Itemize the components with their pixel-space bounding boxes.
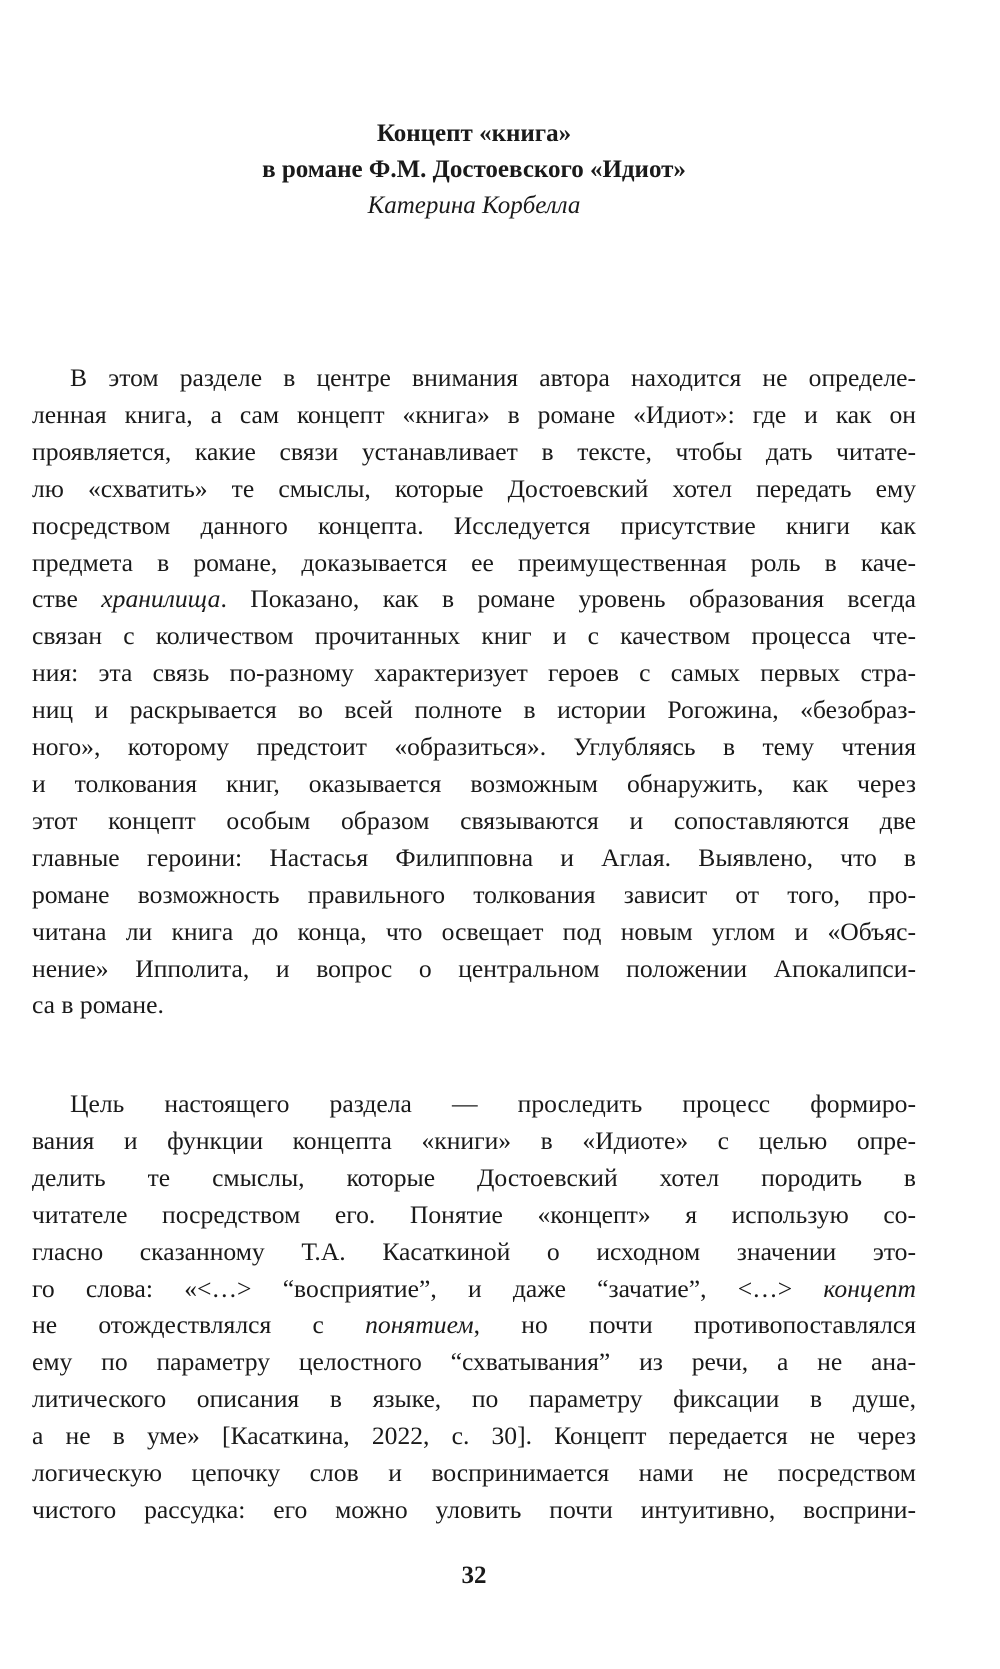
article-title-line-1: Концепт «книга» xyxy=(376,120,572,147)
abstract-line: главные героини: Настасья Филипповна и Аглая. Выявлено, что в xyxy=(32,842,916,872)
text-run: , но почти противопоставлялся xyxy=(473,1310,916,1340)
emphasis-term: концепт xyxy=(823,1273,916,1303)
body-line: Цель настоящего раздела — проследить процесс формиро- xyxy=(70,1089,916,1118)
body-line: логическую цепочку слов и воспринимается нами не посредством xyxy=(32,1458,916,1488)
abstract-line: ния: эта связь по-разному характеризует героев с самых первых стра- xyxy=(32,658,916,688)
abstract-line: проявляется, какие связи устанавливает в тексте, чтобы дать читате- xyxy=(32,436,916,466)
body-line: читателе посредством его. Понятие «концепт» я использую со- xyxy=(32,1199,916,1229)
abstract-line: нение» Ипполита, и вопрос о центральном положении Апокалипси- xyxy=(32,953,916,983)
emphasis-term: хранилища xyxy=(101,584,221,614)
emphasis-letter: о xyxy=(847,695,861,725)
abstract-line: посредством данного концепта. Исследуется присутствие книги как xyxy=(32,510,916,540)
abstract-line: В этом разделе в центре внимания автора находится не определе- xyxy=(70,363,916,392)
text-run: браз- xyxy=(860,695,916,725)
body-line xyxy=(32,1271,916,1308)
article-author: Катерина Корбелла xyxy=(367,192,581,219)
body-line: гласно сказанному Т.А. Касаткиной о исходном значении это- xyxy=(32,1236,916,1266)
body-paragraph xyxy=(32,1086,916,1529)
body-line: вания и функции концепта «книги» в «Идиоте» с целью опре- xyxy=(32,1125,916,1155)
text-run: . Показано, как в романе уровень образования всегда xyxy=(220,584,916,614)
abstract-line: и толкования книг, оказывается возможным обнаружить, как через xyxy=(32,768,916,798)
abstract-line: этот концепт особым образом связываются и сопоставляются две xyxy=(32,805,916,835)
abstract-line: ленная книга, а сам концепт «книга» в романе «Идиот»: где и как он xyxy=(32,399,916,429)
abstract-line: са в романе. xyxy=(32,990,164,1020)
emphasis-term: понятием xyxy=(365,1310,474,1340)
abstract-paragraph xyxy=(32,360,916,1024)
article-title-line-2: в романе Ф.М. Достоевского «Идиот» xyxy=(262,156,686,183)
text-run: ниц и раскрывается во всей полноте в истории Рогожина, «без xyxy=(32,695,848,725)
abstract-line: связан с количеством прочитанных книг и с качеством процесса чте- xyxy=(32,621,916,651)
body-line: чистого рассудка: его можно уловить почти интуитивно, восприни- xyxy=(32,1494,916,1524)
body-line: делить те смыслы, которые Достоевский хотел породить в xyxy=(32,1162,916,1192)
body-line: а не в уме» [Касаткина, 2022, с. 30]. Концепт передается не через xyxy=(32,1421,916,1451)
abstract-line: романе возможность правильного толкования зависит от того, про- xyxy=(32,879,916,909)
page-number: 32 xyxy=(461,1562,487,1589)
text-run: не отождествлялся с xyxy=(32,1310,366,1340)
body-line: ему по параметру целостного “схватывания” из речи, а не ана- xyxy=(32,1347,916,1377)
text-run: стве xyxy=(32,584,102,614)
body-line xyxy=(32,1307,916,1344)
abstract-line: лю «схватить» те смыслы, которые Достоевский хотел передать ему xyxy=(32,473,916,503)
abstract-line: читана ли книга до конца, что освещает под новым углом и «Объяс- xyxy=(32,916,916,946)
body-line: литического описания в языке, по параметру фиксации в душе, xyxy=(32,1384,916,1414)
article-header xyxy=(32,116,916,224)
abstract-line xyxy=(32,692,916,729)
page xyxy=(32,0,916,1669)
text-run: го слова: «<…> “восприятие”, и даже “зачатие”, <…> xyxy=(32,1273,824,1303)
abstract-line xyxy=(32,581,916,618)
abstract-line: ного», которому предстоит «образиться». Углубляясь в тему чтения xyxy=(32,732,916,762)
abstract-line: предмета в романе, доказывается ее преимущественная роль в каче- xyxy=(32,547,916,577)
